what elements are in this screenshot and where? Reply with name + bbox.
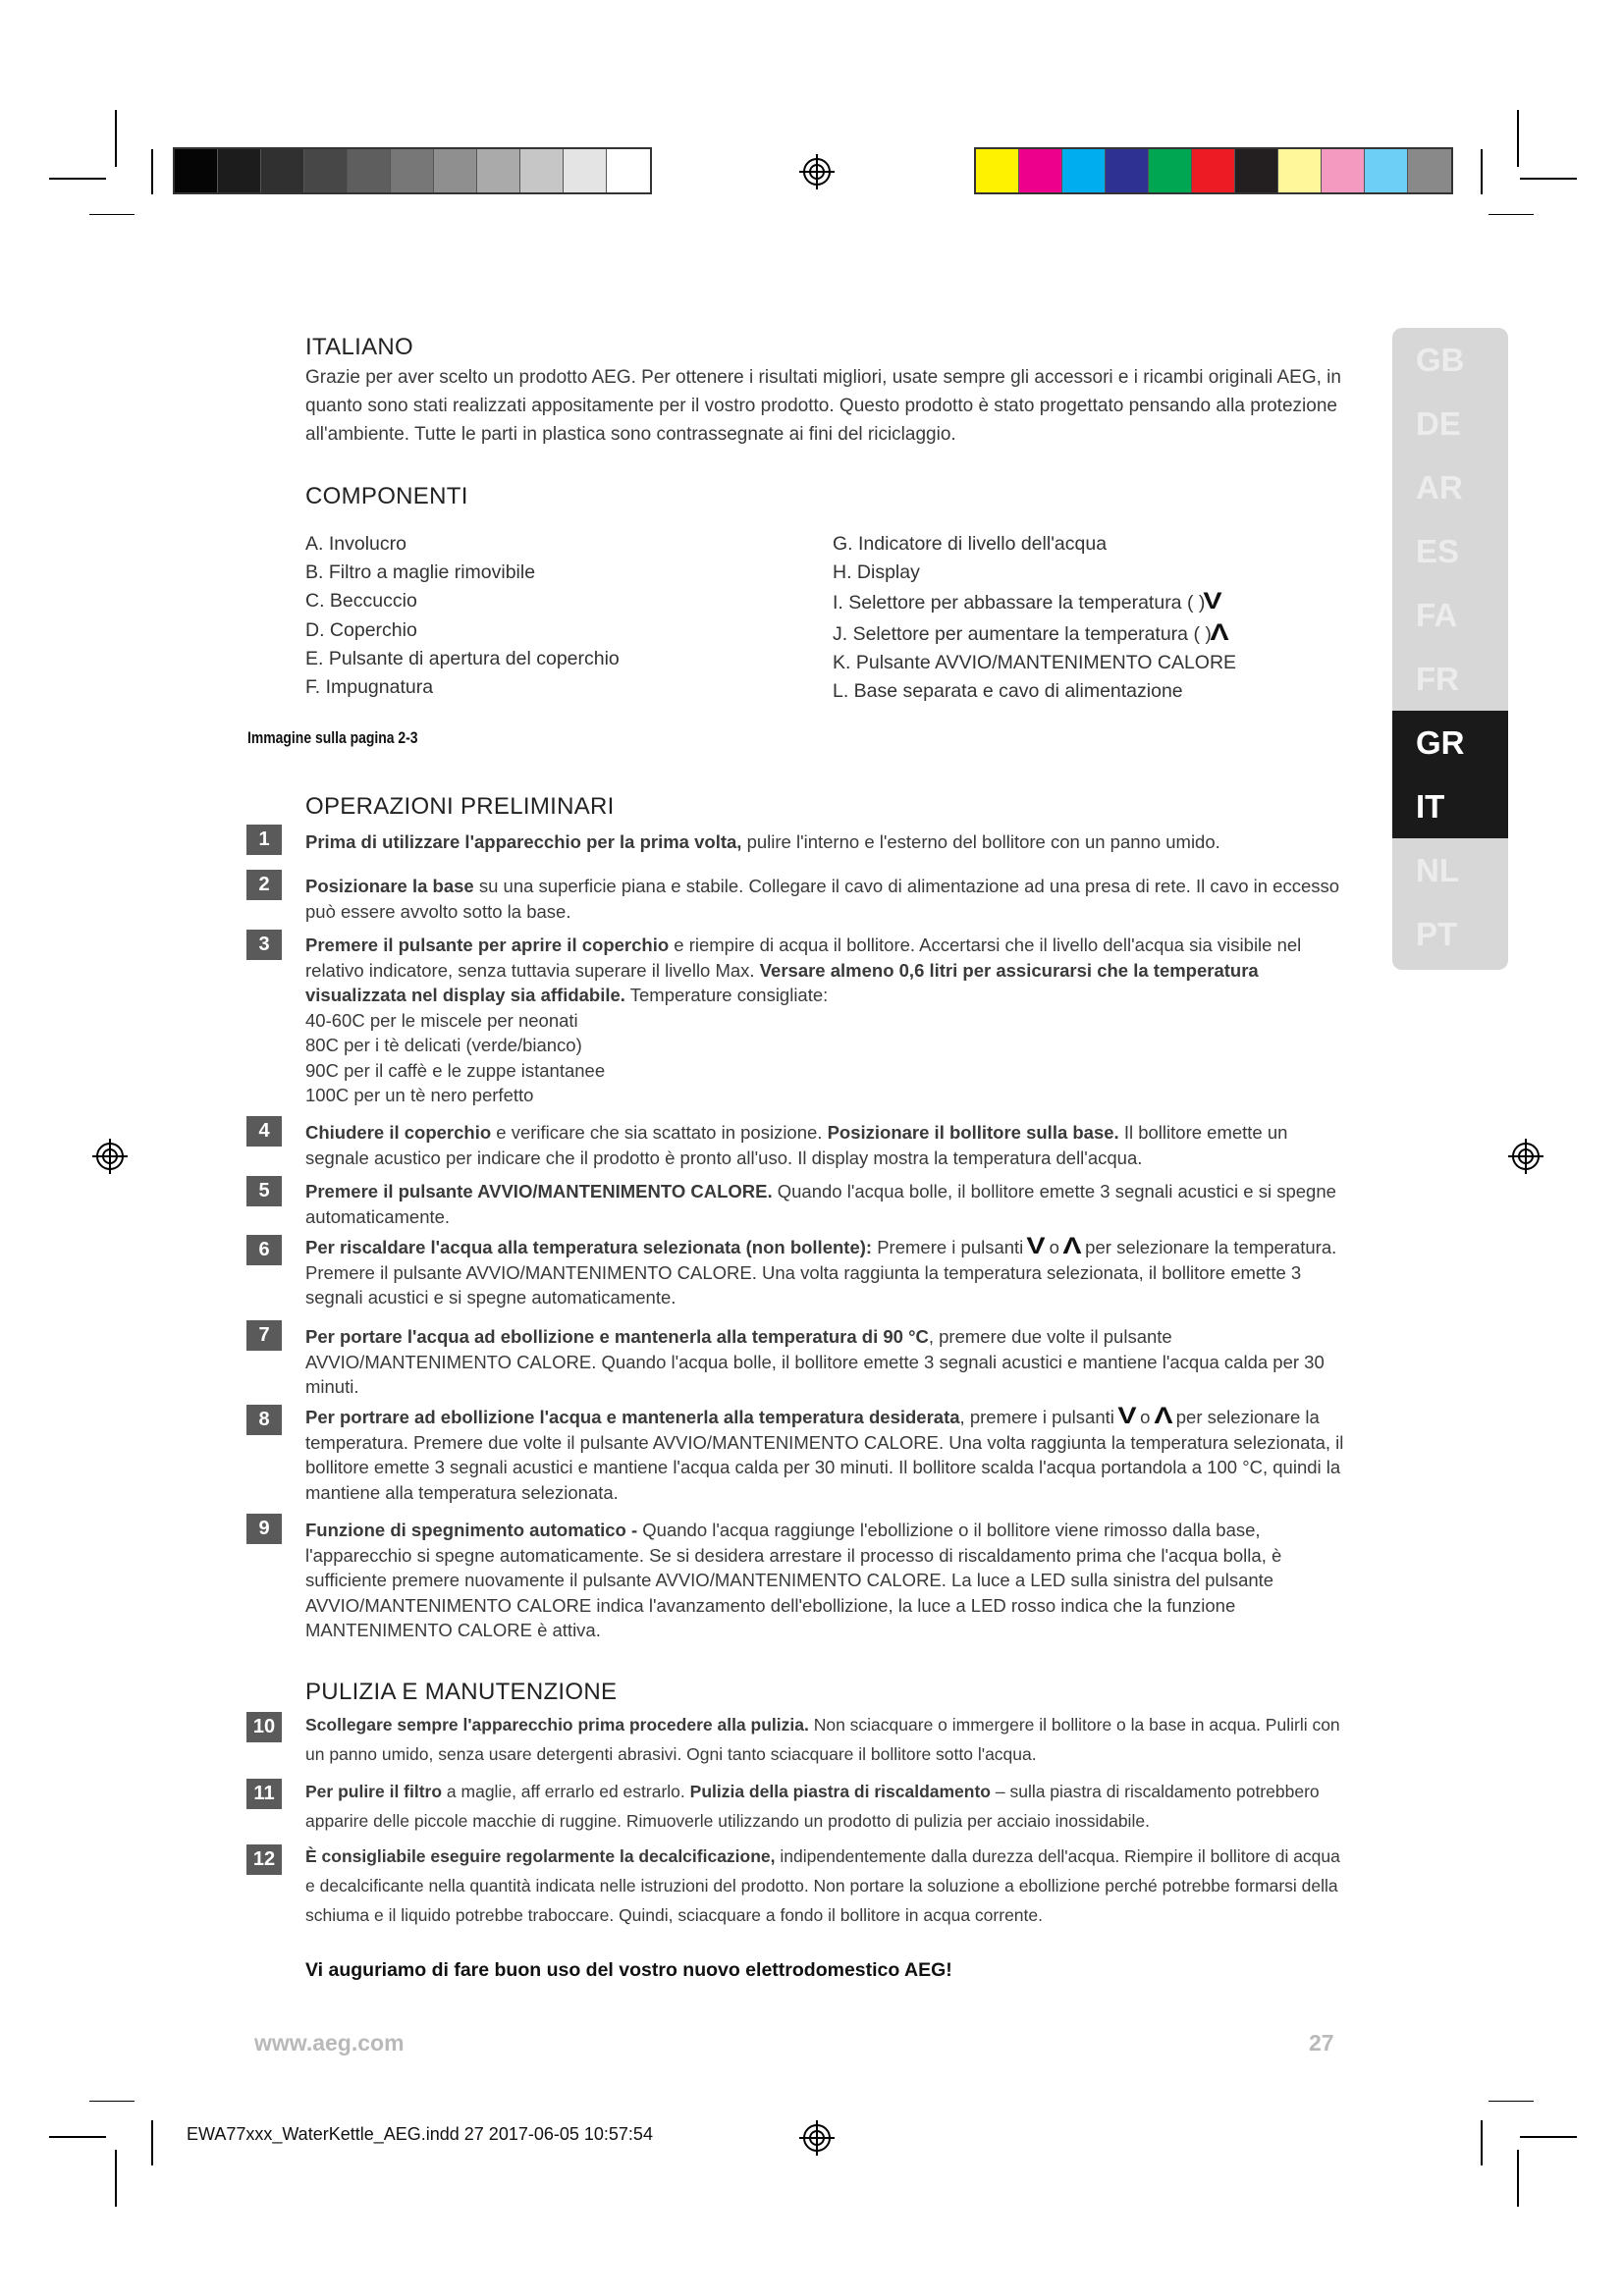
step-number: 12 (246, 1844, 282, 1875)
list-item: J. Selettore per aumentare la temperatura ( )Λ (833, 618, 1229, 646)
registration-mark-icon (90, 1137, 130, 1176)
list-item: K. Pulsante AVVIO/MANTENIMENTO CALORE (833, 651, 1237, 673)
color-swatch (1365, 149, 1408, 192)
step-4-text: Chiudere il coperchio e verificare che sia scattato in posizione. Posizionare il bollitore sulla base. Il bollitore emette un segnale acustico per indicare che il prodotto è pronto all'uso. Il display mostra la temperatura dell'acqua. (305, 1122, 1288, 1168)
list-item: H. Display (833, 561, 920, 584)
step-number: 6 (246, 1235, 282, 1265)
registration-mark-icon (797, 2118, 837, 2158)
image-note: Immagine sulla pagina 2-3 (247, 728, 418, 747)
registration-mark-icon (797, 152, 837, 191)
color-swatch (1322, 149, 1365, 192)
list-item: I. Selettore per abbassare la temperatura ( )V (833, 588, 1222, 615)
components-list-left (305, 530, 620, 702)
list-item: 100C per un tè nero perfetto (305, 1085, 534, 1105)
gray-swatch (607, 149, 650, 192)
list-item: D. Coperchio (305, 618, 417, 641)
tab-de[interactable]: DE (1416, 405, 1461, 442)
step-11-text: Per pulire il filtro a maglie, aff errarlo ed estrarlo. Pulizia della piastra di riscaldamento – sulla piastra di riscaldamento potrebbero apparire delle piccole macchie di ruggine. Rimuoverle utilizzando un prodotto di pulizia per acciaio inossidabile. (305, 1782, 1320, 1831)
color-swatch (1106, 149, 1149, 192)
language-heading: ITALIANO (305, 334, 413, 360)
registration-mark-icon (1506, 1137, 1545, 1176)
step-8-text: Per portrare ad ebollizione l'acqua e mantenerla alla temperatura desiderata, premere i pulsanti V o Λ per selezionare la temperatura. Premere due volte il pulsante AVVIO/MANTENIMENTO CALORE. Una volta raggiunta la temperatura selezionata, il bollitore emette 3 segnali acustici e mantiene l'acqua calda per 30 minuti. Il bollitore scalda l'acqua portandola a 100 °C, quindi la mantiene alla temperatura selezionata. (305, 1403, 1344, 1503)
gray-swatch (175, 149, 218, 192)
color-calibration-bar (974, 147, 1453, 194)
step-10-text: Scollegare sempre l'apparecchio prima procedere alla pulizia. Non sciacquare o immergere il bollitore o la base in acqua. Pulirli con un panno umido, senza usare detergenti abrasivi. Ogni tanto sciacquare il bollitore sotto l'acqua. (305, 1715, 1340, 1764)
chevron-down-icon: V (1117, 1403, 1137, 1429)
gray-swatch (348, 149, 391, 192)
color-swatch (1062, 149, 1106, 192)
list-item: E. Pulsante di apertura del coperchio (305, 647, 620, 669)
step-number: 4 (246, 1116, 282, 1147)
gray-swatch (391, 149, 434, 192)
gray-swatch (564, 149, 607, 192)
cleaning-heading: PULIZIA E MANUTENZIONE (305, 1679, 618, 1705)
list-item: F. Impugnatura (305, 676, 434, 699)
gray-swatch (218, 149, 261, 192)
chevron-down-icon: V (1026, 1233, 1047, 1259)
step-7-text: Per portare l'acqua ad ebollizione e mantenerla alla temperatura di 90 °C, premere due volte il pulsante AVVIO/MANTENIMENTO CALORE. Quando l'acqua bolle, il bollitore emette 3 segnali acustici e mantiene l'acqua calda per 30 minuti. (305, 1326, 1325, 1397)
list-item: 90C per il caffè e le zuppe istantanee (305, 1059, 606, 1081)
list-item: C. Beccuccio (305, 590, 417, 613)
step-number: 3 (246, 930, 282, 960)
tab-ar[interactable]: AR (1416, 469, 1463, 506)
color-swatch (1278, 149, 1322, 192)
color-swatch (1149, 149, 1192, 192)
color-swatch (1408, 149, 1451, 192)
step-number: 10 (246, 1712, 282, 1742)
print-slug: EWA77xxx_WaterKettle_AEG.indd 27 2017-06-05 10:57:54 (187, 2124, 653, 2144)
prelim-heading: OPERAZIONI PRELIMINARI (305, 793, 615, 820)
step-9-text: Funzione di spegnimento automatico - Quando l'acqua raggiunge l'ebollizione o il bollitore viene rimosso dalla base, l'apparecchio si spegne automaticamente. Se si desidera arrestare il processo di riscaldamento prima che l'acqua bolla, è sufficiente premere nuovamente il pulsante AVVIO/MANTENIMENTO CALORE. La luce a LED sulla sinistra del pulsante AVVIO/MANTENIMENTO CALORE indica l'avanzamento dell'ebollizione, la luce a LED rosso indica che la funzione MANTENIMENTO CALORE è attiva. (305, 1520, 1282, 1640)
intro-paragraph: Grazie per aver scelto un prodotto AEG. Per ottenere i risultati migliori, usate sempre gli accessori e i ricambi originali AEG, in quanto sono stati realizzati appositamente per il vostro prodotto. Questo prodotto è stato progettato pensando alla protezione all'ambiente. Tutte le parti in plastica sono contrassegnate ai fini del riciclaggio. (305, 367, 1341, 445)
list-item: 40-60C per le miscele per neonati (305, 1009, 578, 1031)
step-number: 1 (246, 825, 282, 855)
tab-it[interactable]: IT (1392, 774, 1508, 838)
list-item: 80C per i tè delicati (verde/bianco) (305, 1035, 582, 1055)
gray-swatch (434, 149, 477, 192)
gray-swatch (261, 149, 304, 192)
step-12-text: È consigliabile eseguire regolarmente la decalcificazione, indipendentemente dalla durezza dell'acqua. Riempire il bollitore di acqua e decalcificante nella quantità indicata nelle istruzioni del prodotto. Non portare la soluzione a ebollizione perché potrebbe formarsi della schiuma e il liquido potrebbe traboccare. Quindi, sciacquare a fondo il bollitore in acqua corrente. (305, 1846, 1340, 1925)
gray-swatch (520, 149, 564, 192)
color-swatch (1192, 149, 1235, 192)
step-number: 7 (246, 1320, 282, 1351)
gray-swatch (477, 149, 520, 192)
tab-gr[interactable]: GR (1392, 711, 1508, 774)
step-number: 5 (246, 1176, 282, 1206)
page-number: 27 (1309, 2030, 1334, 2056)
tab-pt[interactable]: PT (1416, 916, 1458, 952)
chevron-up-icon: Λ (1154, 1403, 1173, 1429)
footer-link[interactable]: www.aeg.com (254, 2030, 405, 2056)
step-1-text: Prima di utilizzare l'apparecchio per la prima volta, pulire l'interno e l'esterno del bollitore con un panno umido. (305, 831, 1220, 852)
gray-swatch (304, 149, 348, 192)
tab-fr[interactable]: FR (1416, 661, 1459, 697)
language-tabs (1392, 328, 1508, 970)
color-swatch (1019, 149, 1062, 192)
components-heading: COMPONENTI (305, 483, 468, 509)
components-list-right (833, 530, 1236, 706)
step-3-text: Premere il pulsante per aprire il coperchio e riempire di acqua il bollitore. Accertarsi che il livello dell'acqua sia visibile nel relativo indicatore, senza tuttavia superare il livello Max. Versare almeno 0,6 litri per assicurarsi che la temperatura visualizzata nel display sia affidabile. Temperature consigliate: 40-60C per le miscele per neonati 80C per i tè delicati (verde/bianco) 90C per il caffè e le zuppe istantanee 100C per un tè nero perfetto (305, 933, 1346, 1108)
color-swatch (1235, 149, 1278, 192)
chevron-up-icon: Λ (1062, 1233, 1082, 1259)
step-number: 8 (246, 1405, 282, 1435)
tab-es[interactable]: ES (1416, 533, 1460, 569)
tab-fa[interactable]: FA (1416, 597, 1458, 633)
chevron-down-icon: V (1203, 588, 1222, 615)
closing-message: Vi auguriamo di fare buon uso del vostro nuovo elettrodomestico AEG! (305, 1959, 952, 1981)
list-item: L. Base separata e cavo di alimentazione (833, 680, 1183, 703)
step-number: 9 (246, 1514, 282, 1544)
list-item: G. Indicatore di livello dell'acqua (833, 533, 1108, 555)
list-item: B. Filtro a maglie rimovibile (305, 561, 536, 584)
list-item: A. Involucro (305, 533, 406, 555)
step-number: 11 (246, 1779, 282, 1809)
step-6-text: Per riscaldare l'acqua alla temperatura selezionata (non bollente): Premere i pulsanti V o Λ per selezionare la temperatura. Premere il pulsante AVVIO/MANTENIMENTO CALORE. Una volta raggiunta la temperatura selezionata, il bollitore emette 3 segnali acustici e si spegne automaticamente. (305, 1233, 1337, 1308)
chevron-up-icon: Λ (1210, 618, 1229, 646)
step-5-text: Premere il pulsante AVVIO/MANTENIMENTO CALORE. Quando l'acqua bolle, il bollitore emette 3 segnali acustici e si spegne automaticamente. (305, 1181, 1336, 1227)
temperature-list (305, 1008, 1346, 1108)
tab-nl[interactable]: NL (1416, 852, 1459, 888)
step-2-text: Posizionare la base su una superficie piana e stabile. Collegare il cavo di alimentazione ad una presa di rete. Il cavo in eccesso può essere avvolto sotto la base. (305, 876, 1340, 922)
tab-gb[interactable]: GB (1416, 342, 1465, 378)
color-swatch (976, 149, 1019, 192)
step-number: 2 (246, 870, 282, 900)
gray-calibration-bar (173, 147, 652, 194)
